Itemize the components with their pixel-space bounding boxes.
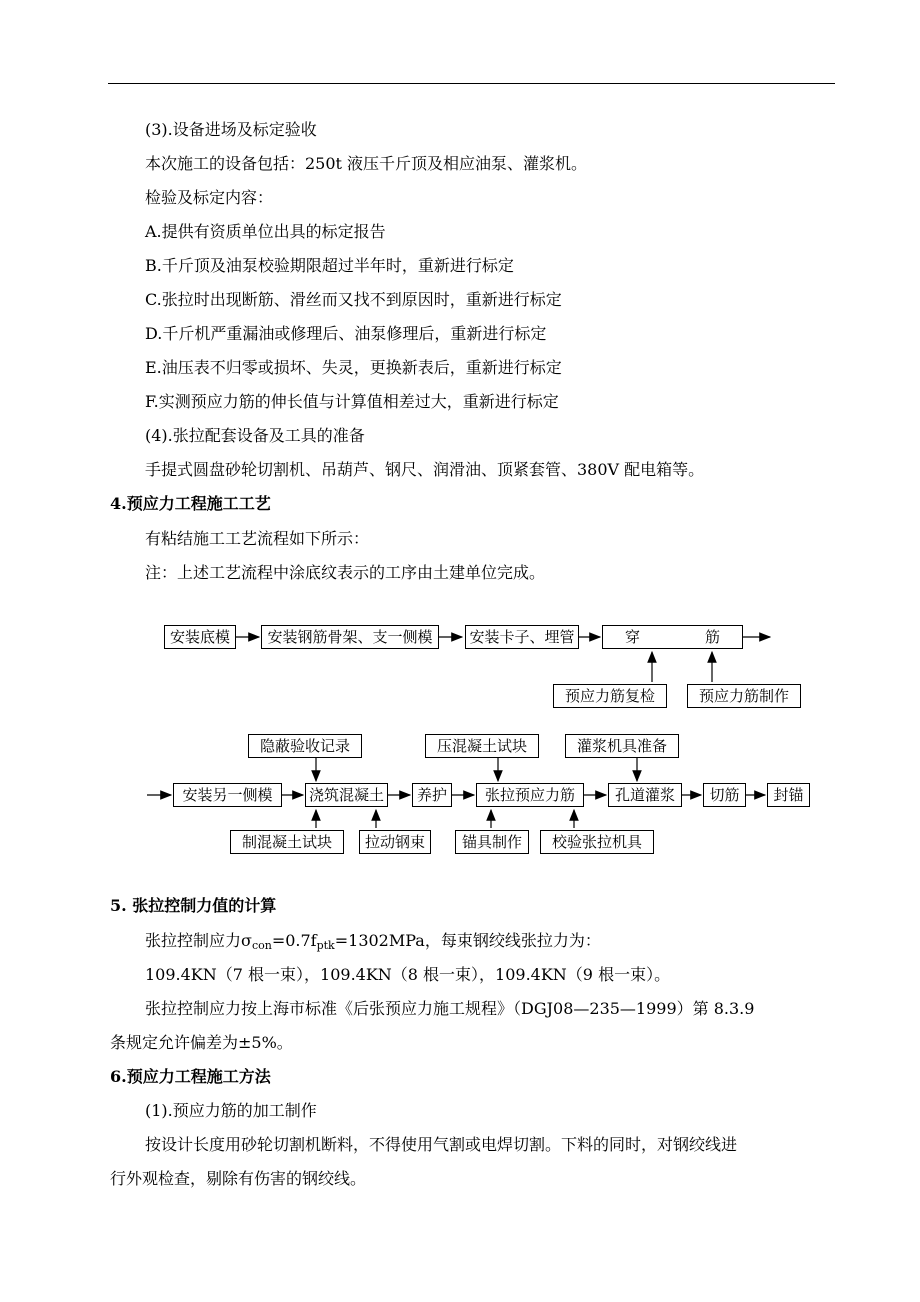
thread-label-2: 筋 (705, 628, 721, 646)
p4-tools: 手提式圆盘砂轮切割机、吊葫芦、钢尺、润滑油、顶紧套管、380V 配电箱等。 (145, 460, 705, 479)
input-anchor-fabrication: 锚具制作 (455, 830, 529, 854)
input-grouting-prep: 灌浆机具准备 (565, 734, 679, 758)
item-f: F.实测预应力筋的伸长值与计算值相差过大，重新进行标定 (145, 392, 559, 411)
step-seal-anchor: 封锚 (767, 783, 810, 807)
s5-formula-c: =1302MPa，每束钢绞线张拉力为： (334, 931, 601, 950)
s5-formula (145, 931, 601, 951)
p3-equipment: 本次施工的设备包括：250t 液压千斤顶及相应油泵、灌浆机。 (145, 154, 588, 173)
input-tendon-recheck: 预应力筋复检 (553, 684, 667, 708)
input-press-specimen: 压混凝土试块 (425, 734, 539, 758)
item-b: B.千斤顶及油泵校验期限超过半年时，重新进行标定 (145, 256, 514, 275)
s5-standard-line-1: 张拉控制应力按上海市标准《后张预应力施工规程》（DGJ08—235—1999）第 8.3.9 (145, 999, 755, 1018)
s5-standard-line-2: 条规定允许偏差为±5%。 (110, 1033, 293, 1052)
s5-formula-sub-ptk: ptk (316, 939, 335, 952)
step-thread-strands (602, 625, 743, 649)
p3-inspect: 检验及标定内容： (145, 188, 274, 207)
s4-flow-intro: 有粘结施工工艺流程如下所示： (145, 529, 370, 548)
thread-label-1: 穿 (625, 628, 641, 646)
p4-title: (4).张拉配套设备及工具的准备 (145, 426, 365, 445)
s5-values: 109.4KN（7 根一束），109.4KN（8 根一束），109.4KN（9 根一束）。 (145, 965, 671, 984)
s5-heading: 5. 张拉控制力值的计算 (110, 896, 277, 915)
s5-formula-sub-con: con (251, 939, 272, 952)
step-curing: 养护 (412, 783, 452, 807)
input-make-specimen: 制混凝土试块 (230, 830, 344, 854)
step-install-clips: 安装卡子、埋管 (465, 625, 579, 649)
input-tendon-fabrication: 预应力筋制作 (687, 684, 801, 708)
s6-p1-text-1: 按设计长度用砂轮切割机断料，不得使用气割或电焊切割。下料的同时，对钢绞线进 (145, 1135, 738, 1154)
step-install-other-form: 安装另一侧模 (173, 783, 282, 807)
s6-heading: 6.预应力工程施工方法 (110, 1067, 271, 1086)
step-duct-grouting: 孔道灌浆 (608, 783, 682, 807)
s5-formula-b: =0.7f (271, 931, 317, 950)
s5-formula-a: 张拉控制应力σ (145, 931, 252, 950)
step-install-rebar-cage: 安装钢筋骨架、支一侧模 (261, 625, 439, 649)
s4-heading: 4.预应力工程施工工艺 (110, 494, 271, 513)
item-d: D.千斤机严重漏油或修理后、油泵修理后，重新进行标定 (145, 324, 547, 343)
s4-note: 注：上述工艺流程中涂底纹表示的工序由土建单位完成。 (145, 563, 546, 582)
step-cut-strands: 切筋 (703, 783, 746, 807)
item-e: E.油压表不归零或损坏、失灵，更换新表后，重新进行标定 (145, 358, 562, 377)
input-concealed-record: 隐蔽验收记录 (248, 734, 362, 758)
input-calibrate-jack: 校验张拉机具 (540, 830, 654, 854)
s6-p1-title: (1).预应力筋的加工制作 (145, 1101, 317, 1120)
step-pour-concrete: 浇筑混凝土 (305, 783, 388, 807)
item-c: C.张拉时出现断筋、滑丝而又找不到原因时，重新进行标定 (145, 290, 562, 309)
step-tensioning: 张拉预应力筋 (476, 783, 584, 807)
item-a: A.提供有资质单位出具的标定报告 (145, 222, 386, 241)
step-install-bottom-form: 安装底模 (164, 625, 236, 649)
input-pull-strands: 拉动钢束 (359, 830, 431, 854)
s6-p1-text-2: 行外观检查，剔除有伤害的钢绞线。 (110, 1169, 367, 1188)
p3-title: (3).设备进场及标定验收 (145, 120, 317, 139)
